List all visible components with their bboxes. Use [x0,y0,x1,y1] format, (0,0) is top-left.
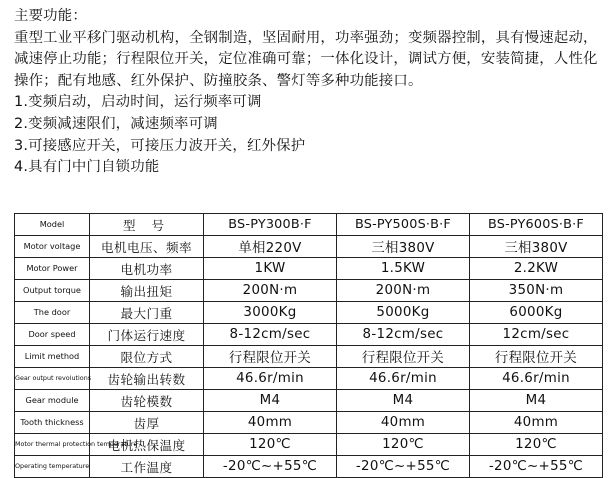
spec-value: M4 [337,390,470,412]
spec-value: 40mm [204,412,337,434]
feature-item-4: 4.具有门中门自锁功能 [14,159,160,176]
feature-item-3: 3.可接感应开关，可接压力波开关，红外保护 [14,137,306,154]
spec-value: 8-12cm/sec [204,324,337,346]
feature-item-1: 1.变频启动，启动时间，运行频率可调 [14,94,262,111]
spec-value: 单相220V [204,236,337,258]
spec-value: M4 [470,390,603,412]
row-label-cn: 齿厚 [90,412,204,434]
spec-value: 200N·m [337,280,470,302]
row-label-cn: 工作温度 [90,456,204,478]
spec-value: 350N·m [470,280,603,302]
spec-value: 2.2KW [470,258,603,280]
row-label-en: Motor thermal protection temperature [15,434,90,456]
row-label-en: Limit method [15,346,90,368]
row-label-cn: 齿轮模数 [90,390,204,412]
row-label-cn: 限位方式 [90,346,204,368]
spec-value: 3000Kg [204,302,337,324]
row-label-en: Tooth thickness [15,412,90,434]
spec-value: 12cm/sec [470,324,603,346]
row-label-cn: 门体运行速度 [90,324,204,346]
header-label-en: Model [15,214,90,236]
row-label-en: Operating temperature [15,456,90,478]
table-row [15,390,603,412]
table-row [15,258,603,280]
spec-value: 6000Kg [470,302,603,324]
spec-value: 5000Kg [337,302,470,324]
feature-item-2: 2.变频减速限们，减速频率可调 [14,115,218,132]
spec-value: 46.6r/min [470,368,603,390]
row-label-cn: 齿轮输出转数 [90,368,204,390]
row-label-cn: 电机电压、频率 [90,236,204,258]
row-label-en: The door [15,302,90,324]
model-name: BS-PY300B·F [204,214,337,236]
spec-value: 三相380V [337,236,470,258]
spec-value: -20℃~+55℃ [470,456,603,478]
row-label-en: Door speed [15,324,90,346]
row-label-en: Gear output revolutions [15,368,90,390]
features-heading: 主要功能： [14,8,87,24]
table-row [15,368,603,390]
spec-value: 1KW [204,258,337,280]
table-row [15,236,603,258]
spec-value: 40mm [470,412,603,434]
model-name: BS-PY500S·B·F [337,214,470,236]
spec-value: 120℃ [337,434,470,456]
spec-table [14,213,603,478]
spec-value: -20℃~+55℃ [204,456,337,478]
spec-value: M4 [204,390,337,412]
row-label-cn: 电机热保温度 [90,434,204,456]
row-label-en: Output torque [15,280,90,302]
spec-value: 8-12cm/sec [337,324,470,346]
row-label-cn: 电机功率 [90,258,204,280]
spec-value: -20℃~+55℃ [337,456,470,478]
row-label-en: Motor Power [15,258,90,280]
description-paragraph: 重型工业平移门驱动机构，全钢制造，坚固耐用，功率强劲；变频器控制，具有慢速起动，减速停止功能；行程限位开关，定位准确可靠；一体化设计，调试方便，安装简捷，人性化操作；配有地感、红外保护、防撞胶条、警灯等多种功能接口。 [14,29,598,89]
spec-value: 行程限位开关 [470,346,603,368]
spec-value: 行程限位开关 [204,346,337,368]
row-label-cn: 最大门重 [90,302,204,324]
header-label-cn: 型 号 [90,214,204,236]
table-row [15,280,603,302]
spec-value: 三相380V [470,236,603,258]
table-row [15,302,603,324]
row-label-en: Motor voltage [15,236,90,258]
table-row [15,434,603,456]
table-header-row [15,214,603,236]
spec-value: 120℃ [470,434,603,456]
intro-section [14,6,604,179]
model-name: BS-PY600S·B·F [470,214,603,236]
spec-value: 120℃ [204,434,337,456]
table-row [15,346,603,368]
spec-value: 46.6r/min [204,368,337,390]
table-row [15,456,603,478]
spec-value: 40mm [337,412,470,434]
spec-value: 46.6r/min [337,368,470,390]
table-row [15,324,603,346]
spec-value: 200N·m [204,280,337,302]
spec-value: 1.5KW [337,258,470,280]
table-row [15,412,603,434]
spec-value: 行程限位开关 [337,346,470,368]
row-label-cn: 输出扭矩 [90,280,204,302]
row-label-en: Gear module [15,390,90,412]
